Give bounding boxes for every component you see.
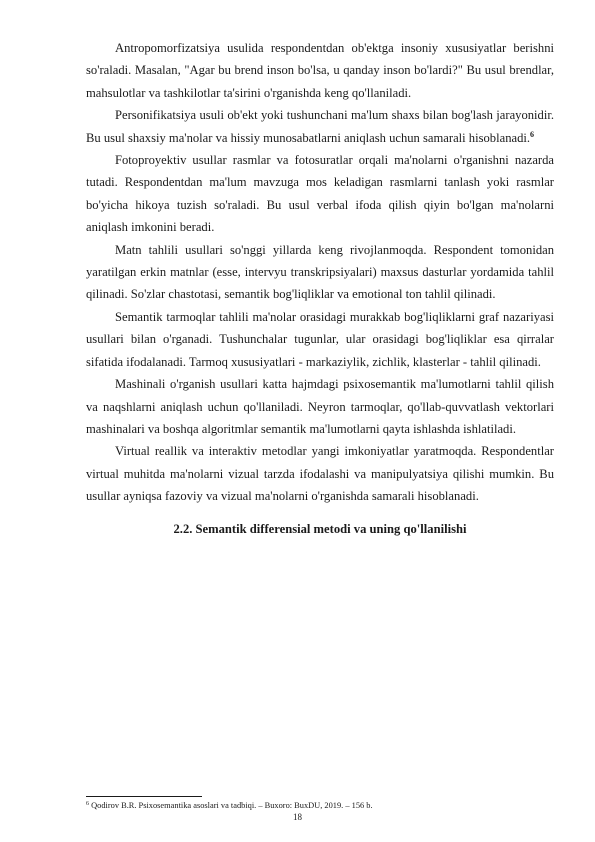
paragraph-virtual-reality (86, 440, 554, 507)
section-heading: 2.2. Semantik differensial metodi va uning qo'llanilishi (173, 521, 467, 536)
paragraph-text: Mashinali o'rganish usullari katta hajmdagi psixosemantik ma'lumotlarni tahlil qilish va naqshlarni aniqlash uchun qo'llaniladi. Neyron tarmoqlar, qo'llab-quvvatlash vektorlari mashinalari va boshqa algoritmlar semantik ma'lumotlarni qayta ishlashda ishlatiladi. (86, 377, 554, 436)
paragraph-anthropomorphization (86, 37, 554, 104)
page-number: 18 (293, 812, 302, 822)
paragraph-personification (86, 104, 554, 149)
paragraph-text: Virtual reallik va interaktiv metodlar yangi imkoniyatlar yaratmoqda. Respondentlar virtual muhitda ma'nolarni vizual tarzda ifodalashi va manipulyatsiya qilishi mumkin. Bu usullar ayniqsa fazoviy va vizual ma'nolarni o'rganishda samarali hisoblanadi. (86, 444, 554, 504)
paragraph-text: Semantik tarmoqlar tahlili ma'nolar orasidagi murakkab bog'liqliklarni graf nazariyasi usullari bilan o'rganadi. Tushunchalar tugunlar, ular orasidagi bog'liqliklar esa qirralar sifatida ifodalanadi. Tarmoq xususiyatlari - markaziylik, zichlik, klasterlar - tahlil qilinadi. (86, 309, 554, 369)
paragraph-semantic-networks (86, 306, 554, 373)
footnote-text: Qodirov B.R. Psixosemantika asoslari va tadbiqi. – Buxoro: BuxDU, 2019. – 156 b. (91, 801, 373, 810)
page-body (86, 37, 554, 540)
paragraph-text: Personifikatsiya usuli ob'ekt yoki tushunchani ma'lum shaxs bilan bog'lash jarayonidir. Bu usul shaxsiy ma'nolar va hissiy munosabatlarni aniqlash uchun samarali hisoblanadi. (86, 108, 554, 145)
paragraph-text-analysis (86, 239, 554, 306)
footnote-divider (86, 796, 202, 797)
paragraph-text: Matn tahlili usullari so'nggi yillarda keng rivojlanmoqda. Respondent tomonidan yaratilgan erkin matnlar (esse, intervyu transkripsiyalari) maxsus dasturlar yordamida tahlil qilinadi. So'zlar chastotasi, semantik bog'liqliklar va emotional ton tahlil qilinadi. (86, 242, 554, 302)
footnote-marker: 6 (86, 801, 89, 807)
footnote-reference[interactable]: 6 (530, 129, 535, 139)
paragraph-text: Antropomorfizatsiya usulida respondentdan ob'ektga insoniy xususiyatlar berishni so'raladi. Masalan, "Agar bu brend inson bo'lsa, u qanday inson bo'lardi?" Bu usul brendlar, mahsulotlar va tashkilotlar ta'sirini o'rganishda keng qo'llaniladi. (86, 41, 554, 100)
footnote (86, 800, 554, 811)
paragraph-machine-learning (86, 373, 554, 440)
paragraph-photoprojective (86, 149, 554, 239)
paragraph-text: Fotoproyektiv usullar rasmlar va fotosuratlar orqali ma'nolarni o'rganishni nazarda tutadi. Respondentdan ma'lum mavzuga mos keladigan rasmlarni tanlash yoki rasmlar bo'yicha hikoya tuzish so'raladi. Bu usul verbal ifoda qilish qiyin bo'lgan ma'nolarni aniqlash imkonini beradi. (86, 153, 554, 235)
